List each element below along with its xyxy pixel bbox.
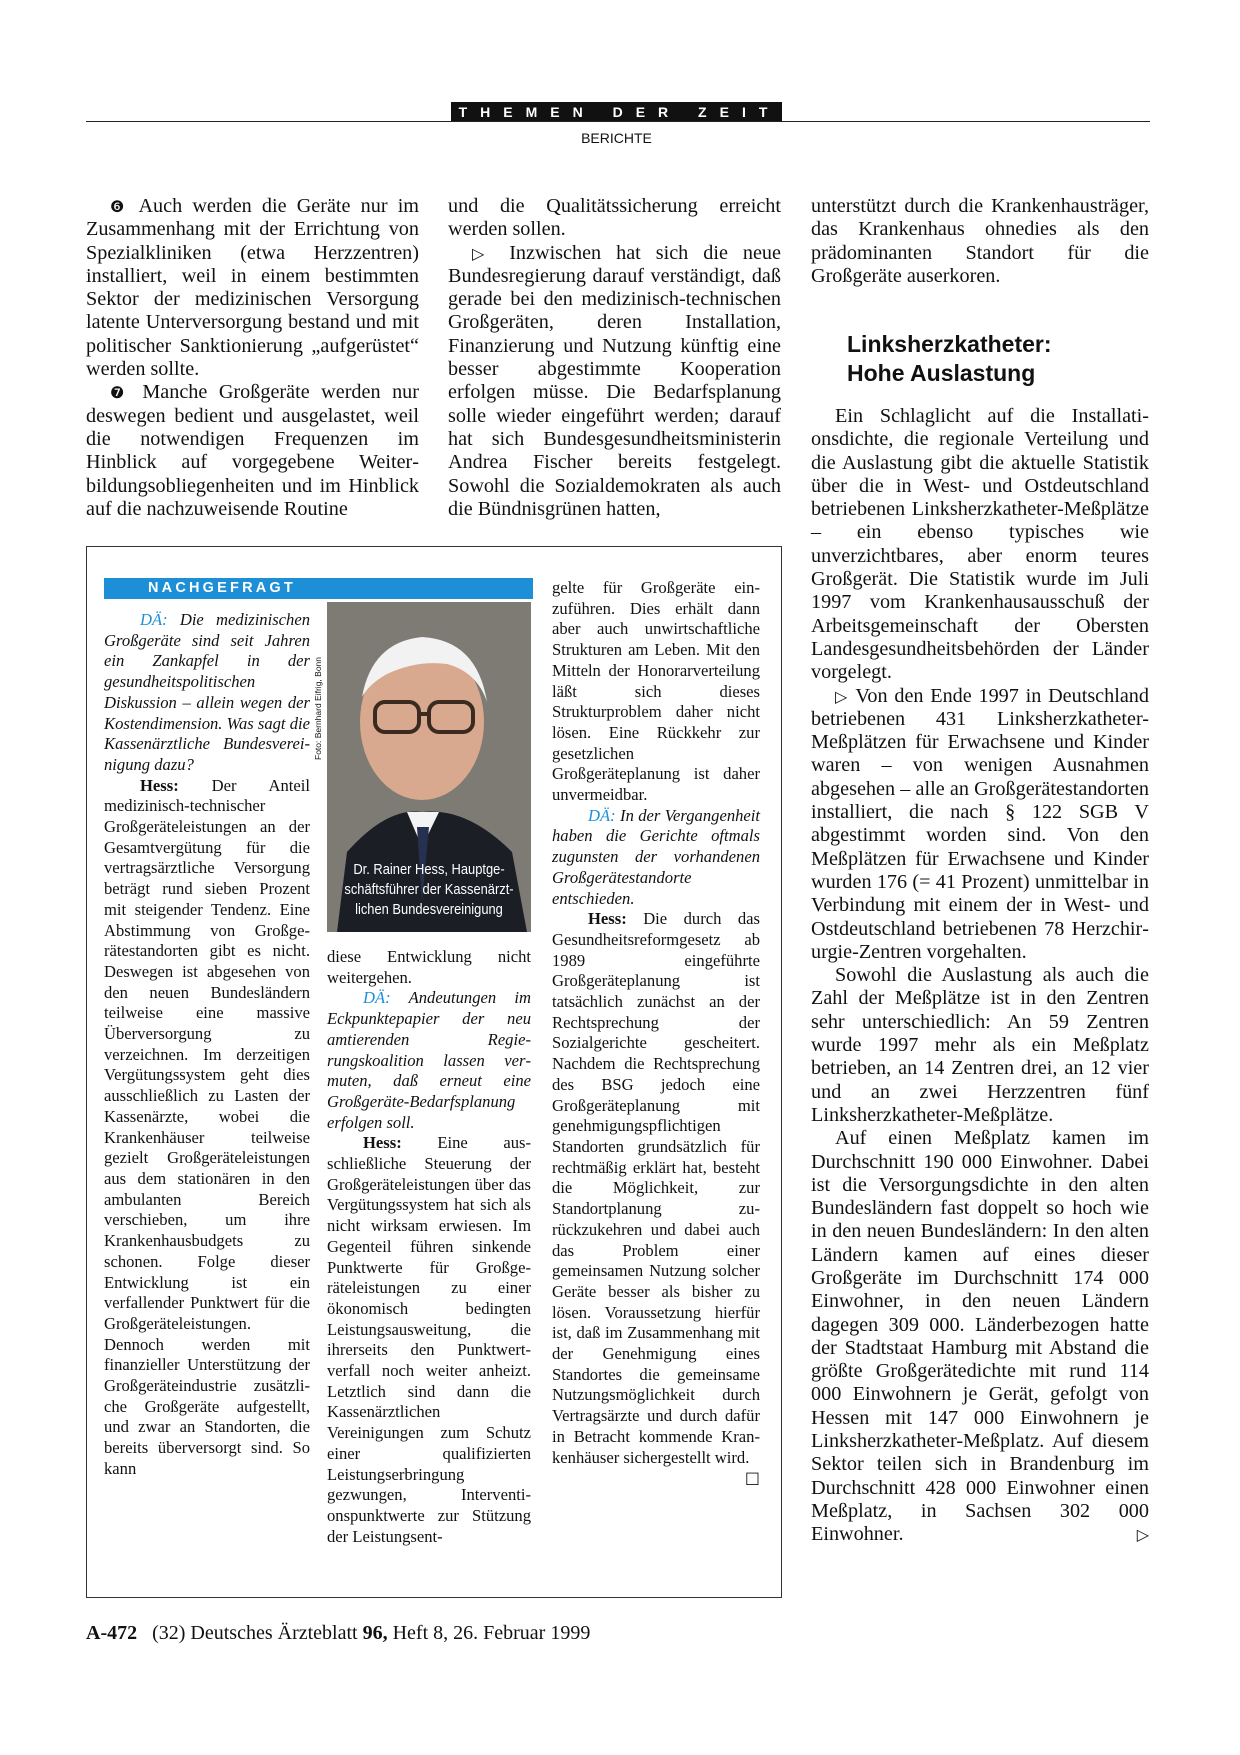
citation-post: Heft 8, 26. Februar 1999 [387, 1622, 591, 1644]
paragraph: unterstützt durch die Krankenhausträger, das Krankenhaus ohnedies als den prädominanten Standort für die Großgeräte auserkoren. [811, 195, 1149, 287]
interview-label: NACHGEFRAGT [104, 578, 533, 599]
da-label: DÄ: [588, 805, 616, 825]
answer: Hess: Der Anteil medizinisch-technischer Großgeräteleistungen an der Gesamtvergütung für die vertragsärztliche Versorgung beträgt rund sieben Prozent mit steigender Tendenz. Eine Abstimmung von Großgerätestandorten gibt es nicht. Deswegen ist abgesehen von den neuen Bundesländern teilweise eine massive Überversorgung zu verzeichnen. Im derzeitigen Vergütungssystem geht dies ausschließlich zu Lasten der Kassenärzte, wobei die Krankenhäuser teilweise gezielt Großgeräteleistungen aus dem stationären in den ambulanten Bereich verschieben, um ihre Krankenhausbudgets zu schonen. Folge dieser Entwicklung ist ein verfallender Punktwert für die Großgeräteleistungen. Dennoch werden mit finanzieller Unterstützung der Großgeräteindustrie zusätzliche Großgeräte aufgestellt, und zwar an Standorten, die bereits überversorgt sind. So kann [104, 775, 310, 1478]
paragraph: ❼ Manche Großgeräte werden nur deswegen bedient und ausgelastet, weil die notwendigen Frequenzen im Hinblick auf vorgegebene Weiterbildungsobliegenheiten und im Hinblick auf die nachzuweisende Routine [86, 381, 419, 520]
question: DÄ: Die medizinischen Großgeräte sind seit Jahren ein Zankapfel in der gesundheitspolitischen Diskussion – allein wegen der Kostendimension. Was sagt die Kassenärztliche Bundesvereinigung dazu? [104, 610, 310, 774]
list-number-7: ❼ [110, 383, 131, 403]
subheading: Linksherzkatheter: Hohe Auslastung [847, 331, 1052, 386]
da-label: DÄ: [140, 610, 168, 629]
answer-continued: gelte für Großgeräte einzuführen. Dies erhält dann aber auch unwirtschaftliche Strukturen am Leben. Mit den Mitteln der Honorarverteilung läßt sich dieses Strukturproblem daher nicht lösen. Eine Rückkehr zur gesetzlichen Großgeräteplanung ist daher unvermeidbar. [552, 578, 760, 805]
answer-continued: diese Entwicklung nicht weitergehen. [327, 947, 531, 987]
photo-credit: Foto: Bernhard Eifrig, Bonn [313, 656, 323, 760]
paragraph: Ein Schlaglicht auf die Installationsdichte, die regionale Verteilung und die Auslastung gibt die aktuelle Statistik über die in West- und Ostdeutschland betriebenen Linksherzkatheter-Meßplätze – ein ebenso typisches wie unverzichtbares, aber enorm teures Großgerät. Die Statistik wurde im Juli 1997 vom Krankenhausausschuß der Arbeitsgemeinschaft der Obersten Landesgesundheitsbehörden der Länder vorgelegt. [811, 405, 1149, 684]
question: DÄ: Andeutungen im Eckpunktepapier der neu amtierenden Regierungskoalition lassen vermuten, daß erneut eine Großgeräte-Bedarfsplanung erfolgen soll. [327, 988, 531, 1132]
interview-column-right [552, 578, 760, 1489]
question: DÄ: In der Vergangenheit haben die Gerichte oftmals zugunsten der vorhandenen Großgerätestandorte entschieden. [552, 805, 760, 908]
paragraph: Sowohl die Auslastung als auch die Zahl der Meßplätze ist in den Zentren sehr unterschiedlich: An 59 Zentren wurde 1997 mehr als ein Meßplatz betrieben, an 14 Zentren drei, an 12 vier und an zwei Herzzentren fünf Linksherzkatheter-Meßplätze. [811, 964, 1149, 1126]
page-footer [86, 1622, 590, 1645]
paragraph: ▷ Von den Ende 1997 in Deutschland betriebenen 431 Linksherzkatheter-Meßplätzen für Erwachsene und Kinder waren – von wenigen Ausnahmen abgesehen – alle an Großgerätestandorten installiert, die nach § 122 SGB V abgestimmt worden sind. Von den Meßplätzen für Erwachsene und Kinder wurden 176 (= 41 Prozent) unmittelbar in Verbindung mit einem der in West- und Ostdeutschland betriebenen 78 Herzchirurgie-Zentren vorgehalten. [811, 684, 1149, 963]
section-title: THEMEN DER ZEIT [451, 102, 782, 122]
end-box-icon: □ [744, 1468, 760, 1488]
triangle-marker-icon: ▷ [472, 243, 495, 263]
hess-label: Hess: [588, 909, 627, 929]
paragraph: ▷ Inzwischen hat sich die neue Bundesregierung darauf verständigt, daß gerade bei den medizinisch-technischen Großgeräten, deren Installation, Finanzierung und Nutzung künftig eine besser abgestimmte Kooperation erfolgen müsse. Die Bedarfsplanung solle wieder eingeführt werden; darauf hat sich Bundesgesundheitsministerin Andrea Fischer bereits festgelegt. Sowohl die Sozialdemokraten als auch die Bündnisgrünen hatten, [448, 241, 781, 520]
interview-column-left [104, 610, 310, 1480]
hess-label: Hess: [363, 1133, 402, 1153]
paragraph: und die Qualitätssicherung erreicht werden sollen. [448, 195, 781, 241]
article-column-3 [811, 195, 1149, 288]
article-column-1 [86, 195, 419, 521]
continue-marker-icon: ▷ [1136, 1525, 1149, 1545]
page-number: A-472 [86, 1622, 138, 1644]
hess-label: Hess: [140, 775, 179, 795]
article-column-2 [448, 195, 781, 521]
section-subtitle: BERICHTE [581, 130, 652, 146]
interview-column-middle [327, 947, 531, 1547]
paragraph: ❻ Auch werden die Geräte nur im Zusammenhang mit der Errichtung von Spezialkliniken (etwa Herzzentren) installiert, weil in einem bestimmten Sektor der medizinischen Versorgung latente Unterversorgung bestand und mit politischer Sanktionierung „aufgerüstet“ werden sollte. [86, 195, 420, 381]
citation-pre: (32) Deutsches Ärzteblatt [152, 1622, 363, 1644]
paragraph: Auf einen Meßplatz kamen im Durchschnitt 190 000 Einwohner. Dabei ist die Versorgungsdichte in den alten Bundesländern fast doppelt so hoch wie in den neuen Bundesländern: In den alten Ländern kamen auf eines dieser Großgeräte im Durchschnitt 174 000 Einwohner, in den neuen Ländern dagegen 309 000. Länderbezogen hatte der Stadtstaat Hamburg mit Abstand die größte Großgerätedichte mit rund 114 000 Einwohnern je Gerät, gefolgt von Hessen mit 147 000 Einwohnern je Linksherzkatheter-Meßplatz. Auf diesem Sektor teilen sich in Brandenburg im Durchschnitt 428 000 Einwohner einen Meßplatz, in Sachsen 302 000 Einwohner. ▷ [811, 1127, 1149, 1546]
photo-caption: Dr. Rainer Hess, Hauptgeschäftsführer der Kassenärztlichen Bundesvereinigung [344, 861, 514, 918]
article-column-3-continued [811, 405, 1149, 1547]
da-label: DÄ: [363, 988, 391, 1008]
triangle-marker-icon: ▷ [835, 686, 850, 706]
volume: 96, [362, 1622, 388, 1644]
list-number-6: ❻ [110, 197, 130, 216]
answer: Hess: Die durch das Gesundheitsreformgesetz ab 1989 eingeführte Großgeräteplanung ist tatsächlich zunächst an der Rechtsprechung der Sozialgerichte gescheitert. Nachdem die Rechtsprechung des BSG jedoch eine Großgeräteplanung mit genehmigungspflichtigen Standorten grundsätzlich für rechtmäßig erklärt hat, besteht die Möglichkeit, zur Standortplanung zurückzukehren und dabei auch das Problem einer gemeinsamen Nutzung solcher Geräte besser als bisher zu lösen. Voraussetzung hierfür ist, daß im Zusammenhang mit der Genehmigung eines Standortes die gemeinsame Nutzungsmöglichkeit durch Vertragsärzte und durch dafür in Betracht kommende Krankenhäuser sichergestellt wird. □ [552, 909, 760, 1488]
header-rule [86, 121, 1150, 122]
answer: Hess: Eine ausschließliche Steuerung der Großgeräteleistungen über das Vergütungssystem hat sich als nicht wirksam erwiesen. Im Gegenteil führen sinkende Punktwerte für Großgeräteleistungen zu einer ökonomisch bedingten Leistungsausweitung, die ihrerseits den Punktwertverfall noch weiter anheizt. Letztlich sind dann die Kassenärztlichen Vereinigungen zum Schutz einer qualifizierten Leistungserbringung gezwungen, Interventionspunktwerte zur Stützung der Leistungsent- [327, 1133, 531, 1546]
